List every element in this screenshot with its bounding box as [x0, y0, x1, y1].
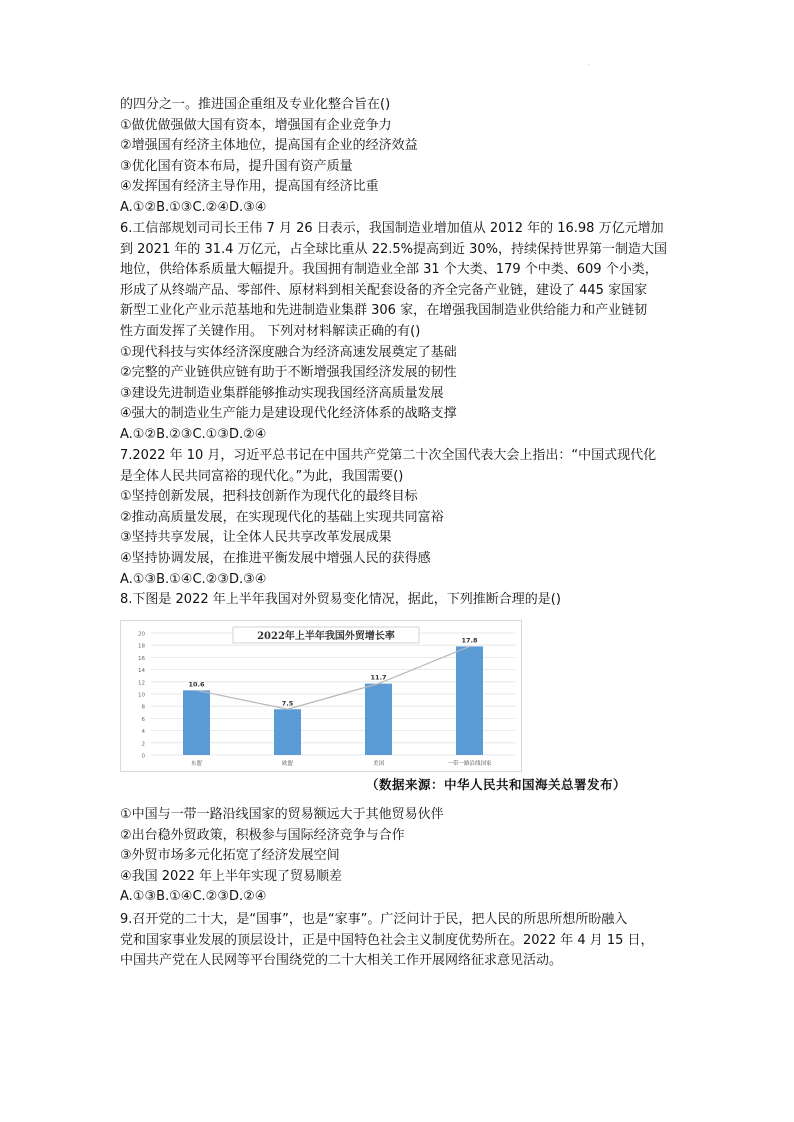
q8-option: ④我国 2022 年上半年实现了贸易顺差	[120, 868, 343, 884]
q6-line: 新型工业化产业示范基地和先进制造业集群 306 家，在增强我国制造业供给能力和产业链韧	[120, 303, 648, 319]
y-tick-label: 16	[138, 655, 145, 662]
x-tick-label: 东盟	[190, 761, 203, 767]
bar	[274, 709, 301, 755]
y-tick-label: 12	[138, 680, 145, 687]
q8-option: ③外贸市场多元化拓宽了经济发展空间	[120, 848, 340, 864]
q7-option: ③坚持共享发展，让全体人民共享改革发展成果	[120, 530, 392, 546]
x-tick-label: 欧盟	[281, 761, 294, 767]
bar	[183, 690, 210, 755]
q5-option: ④发挥国有经济主导作用，提高国有经济比重	[120, 179, 379, 195]
question-8-intro	[120, 590, 700, 611]
q8-option: ②出台稳外贸政策，积极参与国际经济竞争与合作	[120, 827, 405, 843]
y-tick-label: 10	[138, 692, 145, 699]
q8-intro: 8.下图是 2022 年上半年我国对外贸易变化情况，据此，下列推断合理的是()	[120, 592, 561, 607]
q9-line: 9.召开党的二十大，是“国事”，也是“家事”。广泛问计于民，把人民的所思所想所盼融入	[120, 912, 628, 927]
y-tick-label: 18	[138, 643, 145, 650]
question-5-tail	[120, 95, 700, 219]
q7-line: 是全体人民共同富裕的现代化。”为此，我国需要()	[120, 468, 404, 484]
y-tick-label: 6	[141, 716, 145, 723]
q6-option: ②完整的产业链供应链有助于不断增强我国经济发展的韧性	[120, 365, 457, 381]
q5-option: ②增强国有经济主体地位，提高国有企业的经济效益	[120, 138, 418, 154]
bar	[456, 646, 483, 755]
q5-intro: 的四分之一。推进国企重组及专业化整合旨在()	[120, 97, 391, 112]
bar	[365, 684, 392, 755]
question-8-options	[120, 805, 700, 908]
question-6	[120, 219, 700, 446]
data-label: 11.7	[370, 673, 387, 682]
x-tick-label: 美国	[372, 761, 385, 767]
page-dot: ·	[588, 62, 590, 69]
y-tick-label: 0	[141, 753, 145, 760]
chart-bars	[183, 646, 483, 755]
trend-line	[197, 646, 470, 709]
q9-line: 中国共产党在人民网等平台围绕党的二十大相关工作开展网络征求意见活动。	[120, 953, 563, 969]
data-label: 7.5	[281, 699, 294, 708]
chart-trend-line	[197, 646, 470, 709]
q6-line: 形成了从终端产品、零部件、原材料到相关配套设备的齐全完备产业链，建设了 445 家国家	[120, 282, 648, 298]
q6-option: ①现代科技与实体经济深度融合为经济高速发展奠定了基础	[120, 344, 457, 360]
x-tick-label: 一带一路沿线国家	[447, 761, 492, 767]
q8-answer-choices: A.①③B.①④C.②③D.②④	[120, 889, 267, 905]
q7-option: ②推动高质量发展，在实现现代化的基础上实现共同富裕	[120, 509, 444, 525]
data-label: 10.6	[188, 680, 205, 689]
q7-answer-choices: A.①③B.①④C.②③D.③④	[120, 571, 267, 587]
y-tick-label: 14	[138, 668, 145, 675]
question-7	[120, 446, 700, 590]
q7-line: 7.2022 年 10 月，习近平总书记在中国共产党第二十次全国代表大会上指出：“中国式现代化	[120, 448, 657, 463]
q5-option: ③优化国有资本布局，提升国有资产质量	[120, 158, 353, 174]
y-tick-label: 20	[138, 631, 145, 638]
trade-growth-chart	[120, 620, 522, 772]
y-tick-label: 8	[141, 704, 145, 711]
q9-line: 党和国家事业发展的顶层设计，正是中国特色社会主义制度优势所在。2022 年 4 月 15 日，	[120, 932, 654, 948]
chart-y-axis	[138, 632, 146, 760]
q6-option: ③建设先进制造业集群能够推动实现我国经济高质量发展	[120, 385, 444, 401]
data-label: 17.8	[461, 636, 478, 645]
q5-answer-choices: A.①②B.①③C.②④D.③④	[120, 199, 267, 215]
y-tick-label: 4	[141, 729, 145, 736]
q6-option: ④强大的制造业生产能力是建设现代化经济体系的战略支撑	[120, 406, 457, 422]
chart-source-note: （数据来源：中华人民共和国海关总署发布）	[366, 777, 627, 792]
chart-title: 2022年上半年我国外贸增长率	[257, 631, 395, 642]
q6-line: 到 2021 年的 31.4 万亿元，占全球比重从 22.5%提高到近 30%，持续保持世界第一制造大国	[120, 241, 668, 257]
q5-option: ①做优做强做大国有资本，增强国有企业竞争力	[120, 117, 392, 133]
q6-line: 地位，供给体系质量大幅提升。我国拥有制造业全部 31 个大类、179 个中类、609 个小类，	[120, 262, 658, 278]
question-9	[120, 910, 700, 972]
q6-line: 性方面发挥了关键作用。 下列对材料解读正确的有()	[120, 323, 421, 339]
bar-chart-svg	[121, 621, 521, 771]
y-tick-label: 2	[141, 741, 145, 748]
q7-option: ①坚持创新发展，把科技创新作为现代化的最终目标	[120, 489, 418, 505]
q7-option: ④坚持协调发展，在推进平衡发展中增强人民的获得感	[120, 550, 431, 566]
q6-line: 6.工信部规划司司长王伟 7 月 26 日表示，我国制造业增加值从 2012 年的 16.98 万亿元增加	[120, 221, 664, 236]
q8-option: ①中国与一带一路沿线国家的贸易额远大于其他贸易伙伴	[120, 807, 444, 822]
q6-answer-choices: A.①②B.②③C.①③D.②④	[120, 426, 267, 442]
